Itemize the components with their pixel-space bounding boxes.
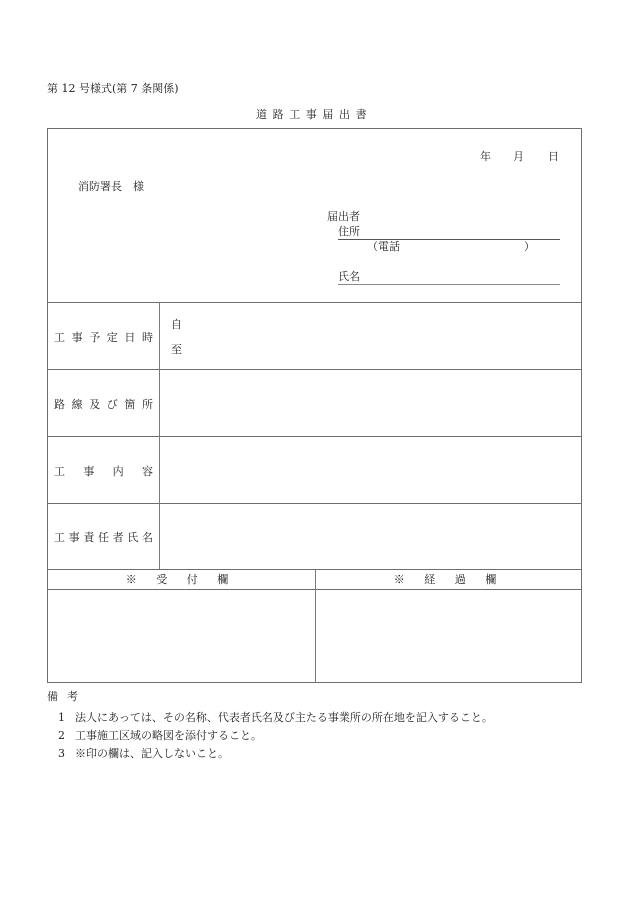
address-label: 住所 [338, 225, 360, 238]
divider [47, 369, 582, 370]
reception-box [49, 592, 313, 682]
document-title: 道路工事届出書 [256, 108, 373, 121]
progress-column-header: ※ 経 過 欄 [393, 573, 505, 586]
route-location-field[interactable] [162, 372, 580, 434]
row-label-responsible-person: 工 事 責 任 者 氏 名 [54, 531, 153, 544]
date-day-label: 日 [548, 150, 559, 163]
responsible-person-field[interactable] [162, 506, 580, 567]
schedule-from-field[interactable] [185, 314, 575, 334]
schedule-to-label: 至 [171, 343, 182, 356]
note-item: 2 工事施工区域の略図を添付すること。 [58, 729, 262, 742]
row-label-route-location: 路 線 及 び 箇 所 [54, 398, 153, 411]
applicant-heading: 届出者 [327, 210, 360, 223]
form-number: 第 12 号様式(第 7 条関係) [47, 82, 179, 95]
name-field[interactable] [338, 284, 560, 285]
reception-column-header: ※ 受 付 欄 [125, 573, 237, 586]
schedule-to-field[interactable] [185, 339, 575, 359]
schedule-from-label: 自 [171, 318, 182, 331]
row-label-work-content: 工 事 内 容 [54, 465, 153, 478]
date-month-label: 月 [513, 150, 524, 163]
work-content-field[interactable] [162, 439, 580, 501]
date-year-label: 年 [480, 150, 491, 163]
phone-open-label: （電話 [367, 240, 400, 253]
progress-box [318, 592, 580, 682]
notes-title: 備考 [47, 690, 87, 703]
note-item: 3 ※印の欄は、記入しないこと。 [58, 747, 229, 760]
row-label-schedule: 工 事 予 定 日 時 [54, 331, 153, 344]
name-label: 氏名 [338, 270, 360, 283]
divider [47, 503, 582, 504]
divider [47, 302, 582, 303]
note-item: 1 法人にあっては、その名称、代表者氏名及び主たる事業所の所在地を記入すること。 [58, 711, 493, 724]
addressee: 消防署長 様 [78, 180, 144, 193]
divider [47, 436, 582, 437]
phone-close-label: ） [524, 240, 535, 253]
label-column-divider [159, 302, 160, 569]
